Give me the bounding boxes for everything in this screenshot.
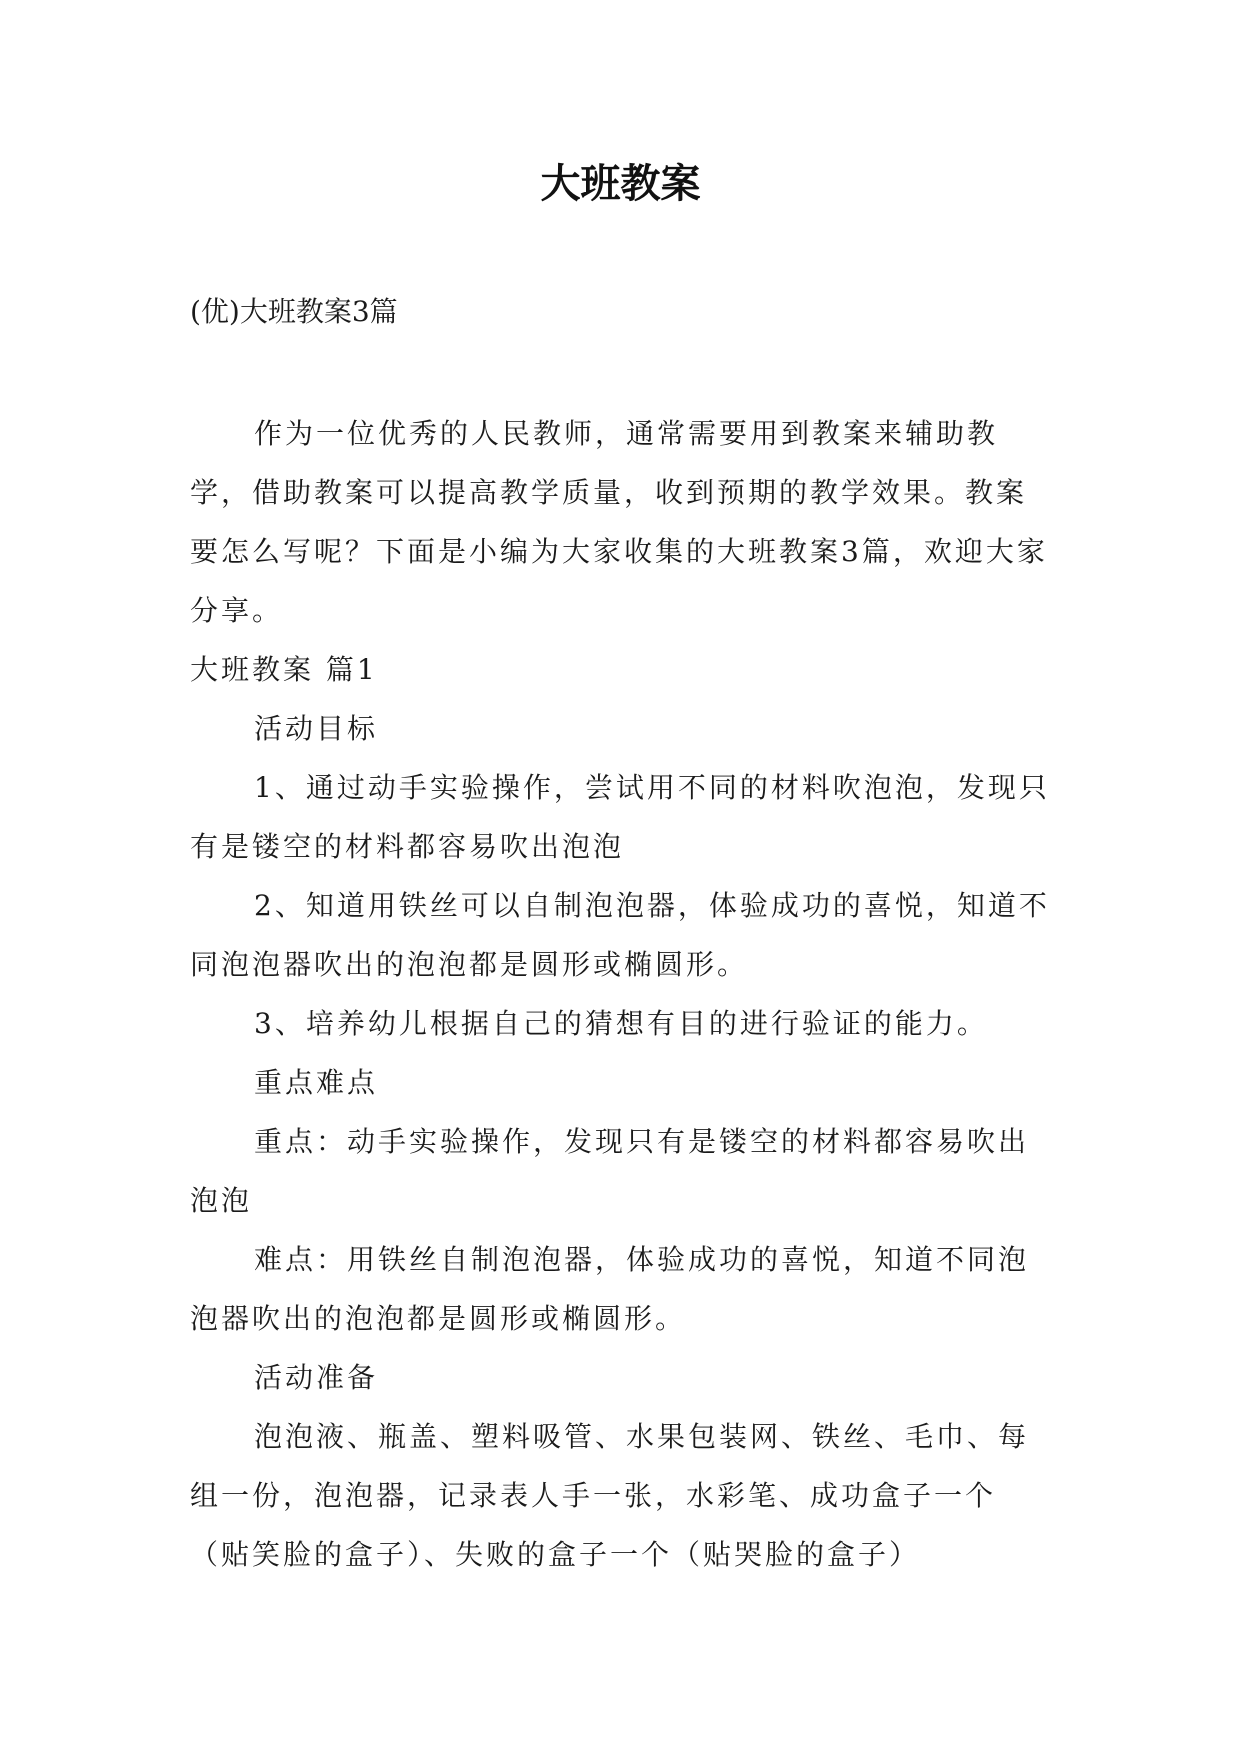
intro-paragraph: 作为一位优秀的人民教师，通常需要用到教案来辅助教学，借助教案可以提高教学质量，收到预期的教学效果。教案要怎么写呢？下面是小编为大家收集的大班教案3篇，欢迎大家分享。 — [190, 417, 1048, 627]
preparation-paragraph: 泡泡液、瓶盖、塑料吸管、水果包装网、铁丝、毛巾、每组一份，泡泡器，记录表人手一张，水彩笔、成功盒子一个（贴笑脸的盒子）、失败的盒子一个（贴哭脸的盒子） — [190, 1420, 1030, 1571]
document-subtitle: (优)大班教案3篇 — [190, 295, 398, 328]
document-title: 大班教案 — [540, 161, 701, 207]
subheading-activity-goals: 活动目标 — [254, 712, 379, 745]
subheading-preparation: 活动准备 — [254, 1361, 379, 1394]
document-body — [190, 404, 1052, 1584]
subheading-key-points: 重点难点 — [254, 1066, 379, 1099]
key-point-paragraph: 重点：动手实验操作，发现只有是镂空的材料都容易吹出泡泡 — [190, 1125, 1030, 1217]
difficulty-paragraph: 难点：用铁丝自制泡泡器，体验成功的喜悦，知道不同泡泡器吹出的泡泡都是圆形或椭圆形。 — [190, 1243, 1030, 1335]
goal-item-2: 2、知道用铁丝可以自制泡泡器，体验成功的喜悦，知道不同泡泡器吹出的泡泡都是圆形或椭圆形。 — [190, 889, 1050, 981]
goal-item-3: 3、培养幼儿根据自己的猜想有目的进行验证的能力。 — [254, 1007, 988, 1040]
goal-item-1: 1、通过动手实验操作，尝试用不同的材料吹泡泡，发现只有是镂空的材料都容易吹出泡泡 — [190, 771, 1050, 863]
section-heading: 大班教案 篇1 — [190, 653, 378, 686]
